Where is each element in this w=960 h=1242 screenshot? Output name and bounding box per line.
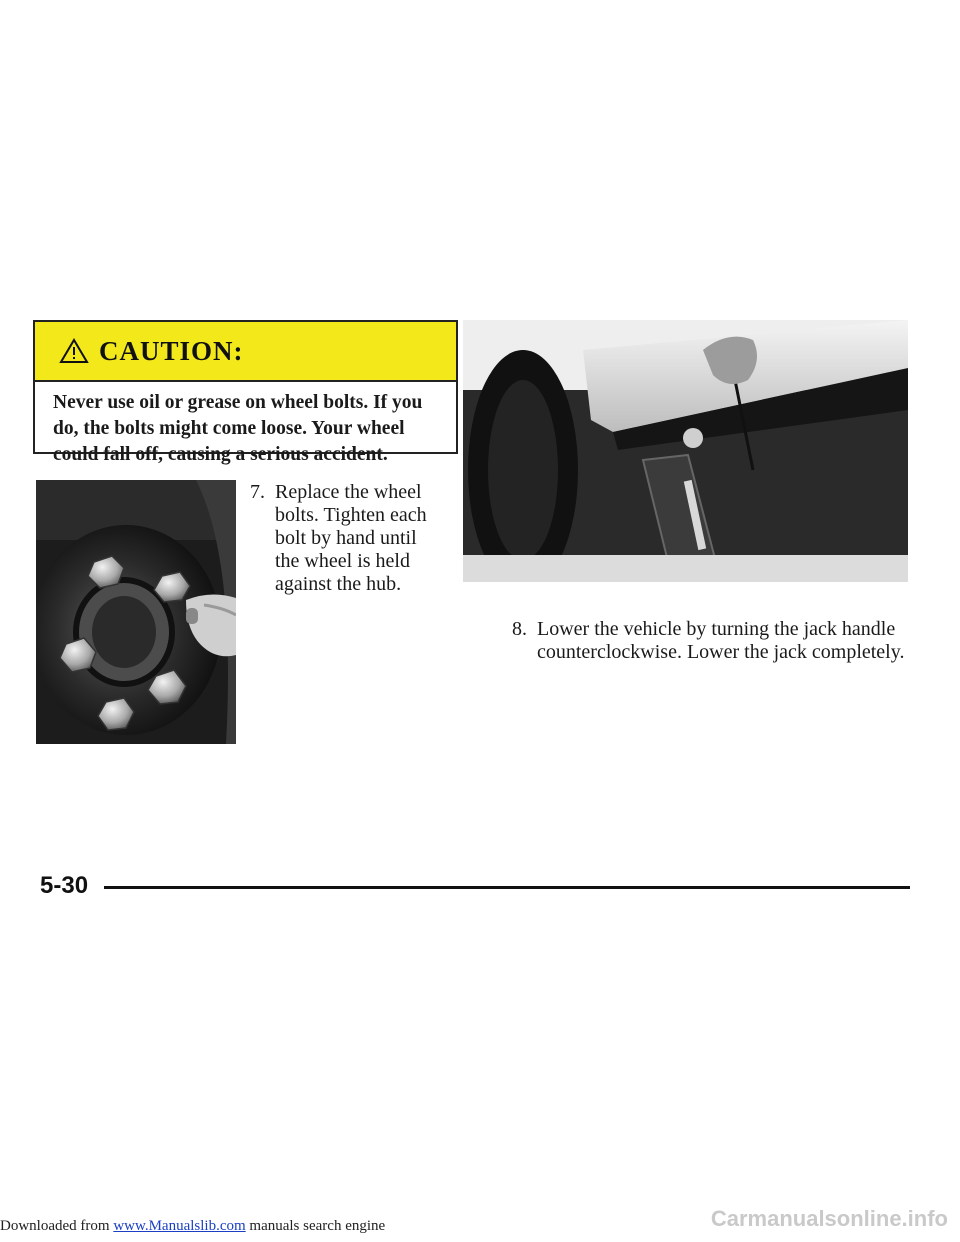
step-text: Lower the vehicle by turning the jack handle counterclockwise. Lower the jack completely. (537, 618, 905, 663)
footer-divider (104, 886, 910, 889)
step-8 (512, 618, 912, 664)
step-text: Replace the wheel bolts. Tighten each bolt by hand until the wheel is held against the hub. (275, 481, 427, 595)
manualslib-link[interactable]: www.Manualslib.com (113, 1218, 246, 1234)
step-number: 8. (512, 618, 527, 640)
page-number: 5-30 (40, 872, 89, 899)
wheel-bolts-photo (36, 480, 236, 744)
caution-header (35, 322, 456, 382)
download-suffix: manuals search engine (249, 1218, 386, 1234)
site-watermark: Carmanualsonline.info (710, 1206, 948, 1231)
caution-title: CAUTION: (99, 335, 244, 366)
caution-box (33, 320, 458, 465)
download-source-bar (0, 1218, 385, 1235)
caution-text: Never use oil or grease on wheel bolts. If you do, the bolts might come loose. Your wheel could fall off, causing a serious accident. (53, 392, 423, 465)
jack-lowering-photo (463, 320, 908, 582)
warning-triangle-icon (59, 338, 89, 364)
download-prefix: Downloaded from (0, 1218, 110, 1234)
step-number: 7. (250, 481, 265, 503)
step-7 (250, 481, 430, 596)
